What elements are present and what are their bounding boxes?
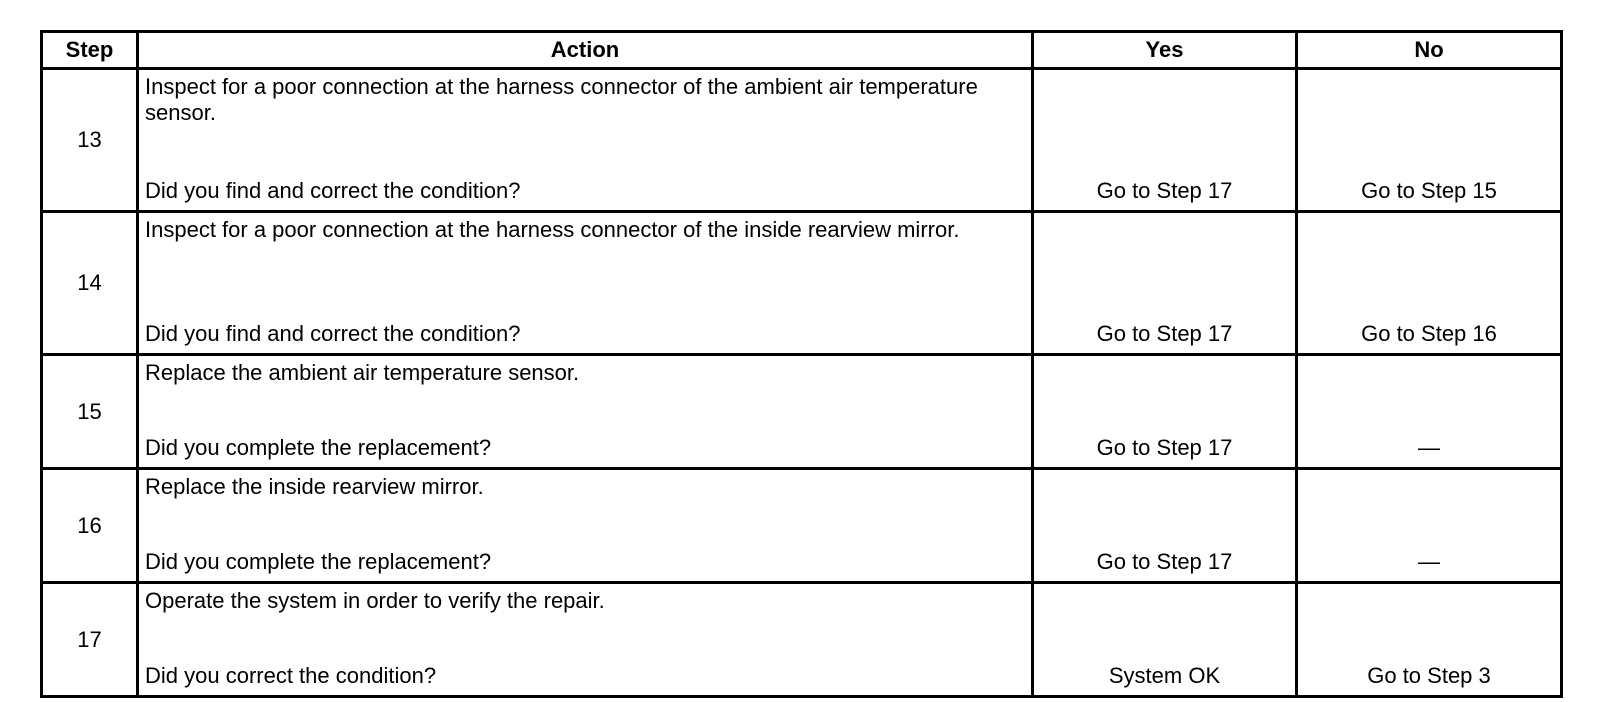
header-no: No	[1297, 32, 1562, 69]
action-text: Operate the system in order to verify the repair.	[145, 588, 605, 613]
action-question: Did you complete the replacement?	[145, 435, 492, 460]
action-cell	[138, 355, 1033, 469]
action-text: Inspect for a poor connection at the harness connector of the inside rearview mirror.	[145, 217, 960, 242]
header-action: Action	[138, 32, 1033, 69]
table-row	[42, 583, 1562, 697]
no-result: Go to Step 3	[1297, 583, 1562, 697]
table-row	[42, 469, 1562, 583]
action-text: Replace the ambient air temperature sensor.	[145, 360, 580, 385]
table-row	[42, 355, 1562, 469]
header-step: Step	[42, 32, 138, 69]
table-header-row	[42, 32, 1562, 69]
step-number: 13	[42, 69, 138, 212]
table-row	[42, 69, 1562, 212]
action-cell	[138, 212, 1033, 355]
no-result: Go to Step 15	[1297, 69, 1562, 212]
yes-result: System OK	[1033, 583, 1297, 697]
step-number: 16	[42, 469, 138, 583]
step-number: 17	[42, 583, 138, 697]
action-question: Did you find and correct the condition?	[145, 321, 521, 346]
step-number: 15	[42, 355, 138, 469]
no-result: —	[1297, 469, 1562, 583]
diagnostic-table	[40, 30, 1563, 698]
action-cell	[138, 469, 1033, 583]
action-question: Did you find and correct the condition?	[145, 178, 521, 203]
table-row	[42, 212, 1562, 355]
yes-result: Go to Step 17	[1033, 355, 1297, 469]
action-question: Did you complete the replacement?	[145, 549, 492, 574]
no-result: —	[1297, 355, 1562, 469]
action-text: Replace the inside rearview mirror.	[145, 474, 484, 499]
header-yes: Yes	[1033, 32, 1297, 69]
yes-result: Go to Step 17	[1033, 469, 1297, 583]
action-cell	[138, 583, 1033, 697]
step-number: 14	[42, 212, 138, 355]
no-result: Go to Step 16	[1297, 212, 1562, 355]
action-text: Inspect for a poor connection at the harness connector of the ambient air temperature sensor.	[145, 74, 978, 125]
action-cell	[138, 69, 1033, 212]
yes-result: Go to Step 17	[1033, 212, 1297, 355]
yes-result: Go to Step 17	[1033, 69, 1297, 212]
action-question: Did you correct the condition?	[145, 663, 437, 688]
